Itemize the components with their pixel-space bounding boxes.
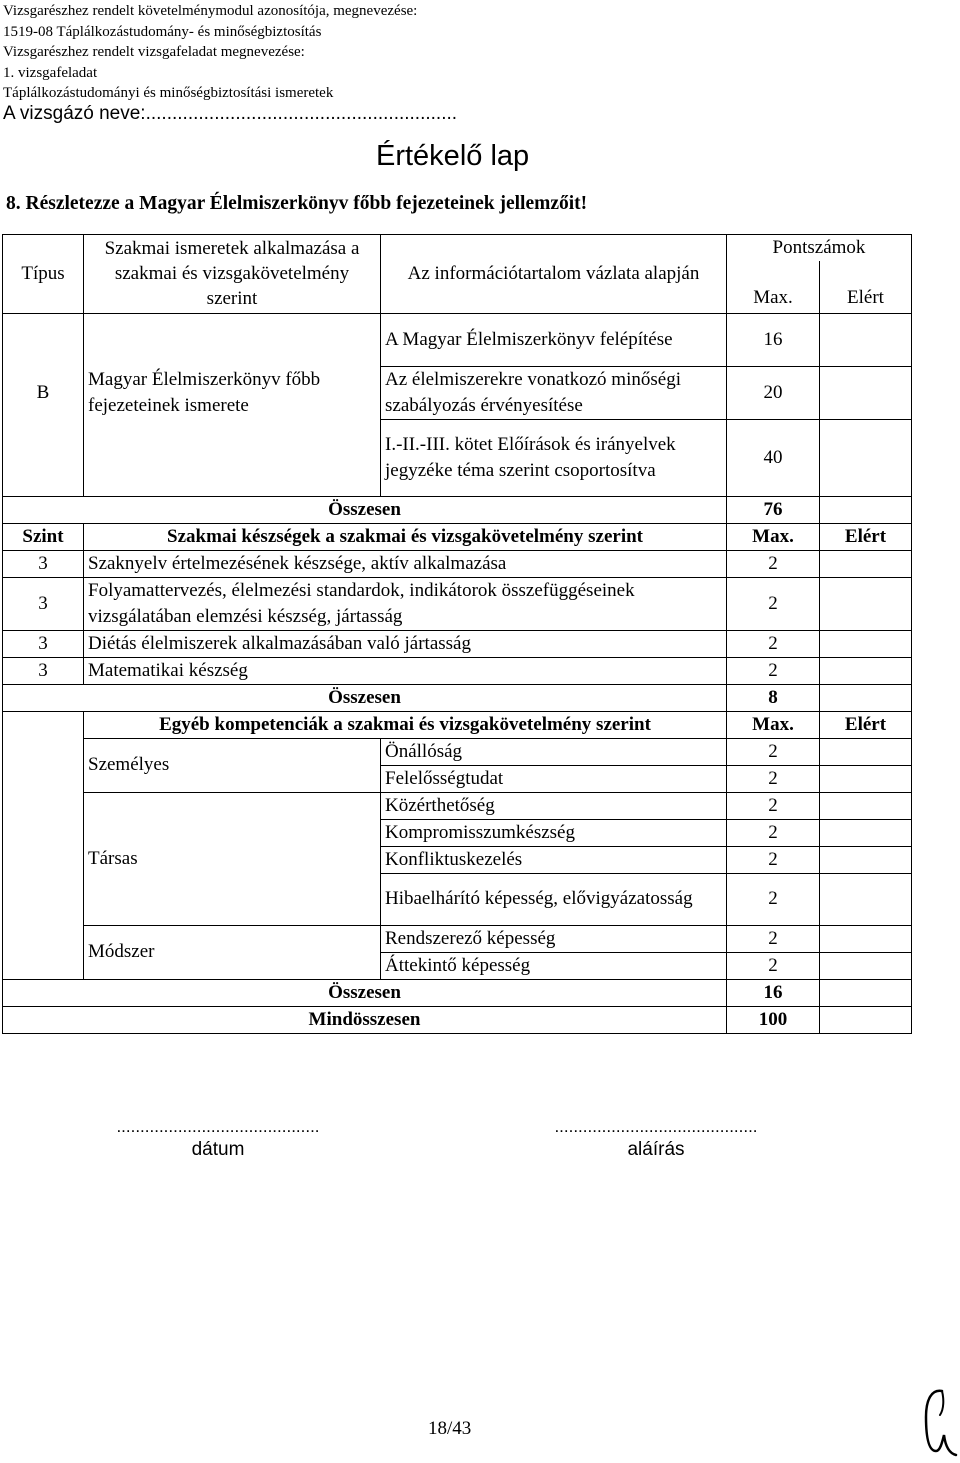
achieved-score[interactable] bbox=[820, 1006, 912, 1033]
table-row bbox=[3, 657, 912, 684]
max-score: 2 bbox=[727, 819, 820, 846]
achieved-score[interactable] bbox=[820, 765, 912, 792]
subtotal-label: Összesen bbox=[3, 496, 727, 523]
header-achieved: Elért bbox=[820, 261, 912, 313]
max-score: 2 bbox=[727, 550, 820, 577]
header-achieved: Elért bbox=[820, 523, 912, 550]
signature-label: aláírás bbox=[627, 1139, 685, 1160]
subtotal-row bbox=[3, 979, 912, 1006]
competency-group: Személyes bbox=[84, 738, 381, 792]
grand-total-label: Mindösszesen bbox=[3, 1006, 727, 1033]
subtotal-row bbox=[3, 496, 912, 523]
competency-item: Önállóság bbox=[381, 738, 727, 765]
header-line: Vizsgarészhez rendelt vizsgafeladat megnevezése: bbox=[3, 44, 305, 60]
header-line: 1. vizsgafeladat bbox=[3, 64, 98, 81]
header-max: Max. bbox=[727, 261, 820, 313]
achieved-score[interactable] bbox=[820, 819, 912, 846]
achieved-score[interactable] bbox=[820, 846, 912, 873]
header-max: Max. bbox=[727, 523, 820, 550]
sign-signature bbox=[520, 1117, 792, 1161]
handwritten-initial-icon bbox=[918, 1385, 960, 1459]
signature-line[interactable]: ........................................... bbox=[554, 1117, 758, 1136]
achieved-score[interactable] bbox=[820, 979, 912, 1006]
date-signature bbox=[82, 1117, 354, 1161]
header-points: Pontszámok bbox=[727, 235, 912, 262]
topic-text: Magyar Élelmiszerkönyv főbb fejezeteinek ismerete bbox=[84, 313, 381, 496]
competency-group: Társas bbox=[84, 792, 381, 925]
max-score: 2 bbox=[727, 657, 820, 684]
table-row bbox=[3, 630, 912, 657]
max-score: 2 bbox=[727, 925, 820, 952]
blank-cell bbox=[3, 738, 84, 765]
table-row bbox=[3, 738, 912, 765]
subtotal-label: Összesen bbox=[3, 684, 727, 711]
competency-item: Áttekintő képesség bbox=[381, 952, 727, 979]
grand-total-value: 100 bbox=[727, 1006, 820, 1033]
evaluation-table bbox=[2, 234, 912, 1034]
task-statement: 8. Részletezze a Magyar Élelmiszerkönyv főbb fejezeteinek jellemzőit! bbox=[6, 193, 588, 214]
candidate-name-field[interactable]: A vizsgázó neve:........................................................... bbox=[3, 103, 458, 124]
max-score: 2 bbox=[727, 792, 820, 819]
subtotal-row bbox=[3, 684, 912, 711]
achieved-score[interactable] bbox=[820, 873, 912, 925]
competency-item: Rendszerező képesség bbox=[381, 925, 727, 952]
achieved-score[interactable] bbox=[820, 577, 912, 630]
competency-group: Módszer bbox=[84, 925, 381, 979]
blank-cell bbox=[3, 952, 84, 979]
skill-text: Szaknyelv értelmezésének készsége, aktív alkalmazása bbox=[84, 550, 727, 577]
achieved-score[interactable] bbox=[820, 952, 912, 979]
achieved-score[interactable] bbox=[820, 684, 912, 711]
content-item: A Magyar Élelmiszerkönyv felépítése bbox=[381, 313, 727, 366]
table-row bbox=[3, 550, 912, 577]
content-item: I.-II.-III. kötet Előírások és irányelvek jegyzéke téma szerint csoportosítva bbox=[381, 419, 727, 496]
header-type: Típus bbox=[3, 235, 84, 314]
blank-cell bbox=[3, 846, 84, 873]
type-value: B bbox=[3, 313, 84, 496]
page-title: Értékelő lap bbox=[376, 140, 530, 172]
subtotal-label: Összesen bbox=[3, 979, 727, 1006]
competency-item: Hibaelhárító képesség, elővigyázatosság bbox=[381, 873, 727, 925]
achieved-score[interactable] bbox=[820, 925, 912, 952]
subtotal-value: 8 bbox=[727, 684, 820, 711]
max-score: 2 bbox=[727, 738, 820, 765]
level-value: 3 bbox=[3, 550, 84, 577]
achieved-score[interactable] bbox=[820, 630, 912, 657]
achieved-score[interactable] bbox=[820, 419, 912, 496]
blank-cell bbox=[3, 792, 84, 819]
document-header bbox=[3, 1, 417, 104]
skill-text: Folyamattervezés, élelmezési standardok, indikátorok összefüggéseinek vizsgálatában elemzési készség, jártasság bbox=[84, 577, 727, 630]
table-row bbox=[3, 925, 912, 952]
table-row bbox=[3, 577, 912, 630]
header-line: Vizsgarészhez rendelt követelménymodul azonosítója, megnevezése: bbox=[3, 3, 418, 19]
achieved-score[interactable] bbox=[820, 657, 912, 684]
max-score: 40 bbox=[727, 419, 820, 496]
header-professional-knowledge: Szakmai ismeretek alkalmazása a szakmai és vizsgakövetelmény szerint bbox=[84, 235, 381, 314]
blank-cell bbox=[3, 873, 84, 925]
skill-text: Diétás élelmiszerek alkalmazásában való jártasság bbox=[84, 630, 727, 657]
max-score: 2 bbox=[727, 765, 820, 792]
skill-text: Matematikai készség bbox=[84, 657, 727, 684]
level-value: 3 bbox=[3, 657, 84, 684]
achieved-score[interactable] bbox=[820, 313, 912, 366]
competency-item: Kompromisszumkészség bbox=[381, 819, 727, 846]
achieved-score[interactable] bbox=[820, 496, 912, 523]
max-score: 2 bbox=[727, 873, 820, 925]
blank-cell bbox=[3, 925, 84, 952]
header-other-competencies: Egyéb kompetenciák a szakmai és vizsgakövetelmény szerint bbox=[84, 711, 727, 738]
date-label: dátum bbox=[191, 1139, 245, 1160]
blank-cell bbox=[3, 711, 84, 738]
header-achieved: Elért bbox=[820, 711, 912, 738]
level-value: 3 bbox=[3, 630, 84, 657]
header-line: 1519-08 Táplálkozástudomány- és minőségbiztosítás bbox=[3, 23, 322, 40]
max-score: 20 bbox=[727, 366, 820, 419]
subtotal-value: 76 bbox=[727, 496, 820, 523]
max-score: 16 bbox=[727, 313, 820, 366]
max-score: 2 bbox=[727, 577, 820, 630]
page-number: 18/43 bbox=[428, 1418, 472, 1439]
subtotal-value: 16 bbox=[727, 979, 820, 1006]
max-score: 2 bbox=[727, 846, 820, 873]
achieved-score[interactable] bbox=[820, 550, 912, 577]
competency-item: Konfliktuskezelés bbox=[381, 846, 727, 873]
table-row bbox=[3, 313, 912, 366]
header-information-content: Az információtartalom vázlata alapján bbox=[381, 235, 727, 314]
competency-item: Felelősségtudat bbox=[381, 765, 727, 792]
blank-cell bbox=[3, 765, 84, 792]
achieved-score[interactable] bbox=[820, 738, 912, 765]
header-line: Táplálkozástudományi és minőségbiztosítási ismeretek bbox=[3, 85, 334, 101]
achieved-score[interactable] bbox=[820, 366, 912, 419]
header-professional-skills: Szakmai készségek a szakmai és vizsgakövetelmény szerint bbox=[84, 523, 727, 550]
blank-cell bbox=[3, 819, 84, 846]
content-item: Az élelmiszerekre vonatkozó minőségi szabályozás érvényesítése bbox=[381, 366, 727, 419]
header-level: Szint bbox=[3, 523, 84, 550]
achieved-score[interactable] bbox=[820, 792, 912, 819]
table-row bbox=[3, 792, 912, 819]
max-score: 2 bbox=[727, 952, 820, 979]
date-line[interactable]: ........................................... bbox=[116, 1117, 320, 1136]
competency-item: Közérthetőség bbox=[381, 792, 727, 819]
level-value: 3 bbox=[3, 577, 84, 630]
max-score: 2 bbox=[727, 630, 820, 657]
grand-total-row bbox=[3, 1006, 912, 1033]
header-max: Max. bbox=[727, 711, 820, 738]
